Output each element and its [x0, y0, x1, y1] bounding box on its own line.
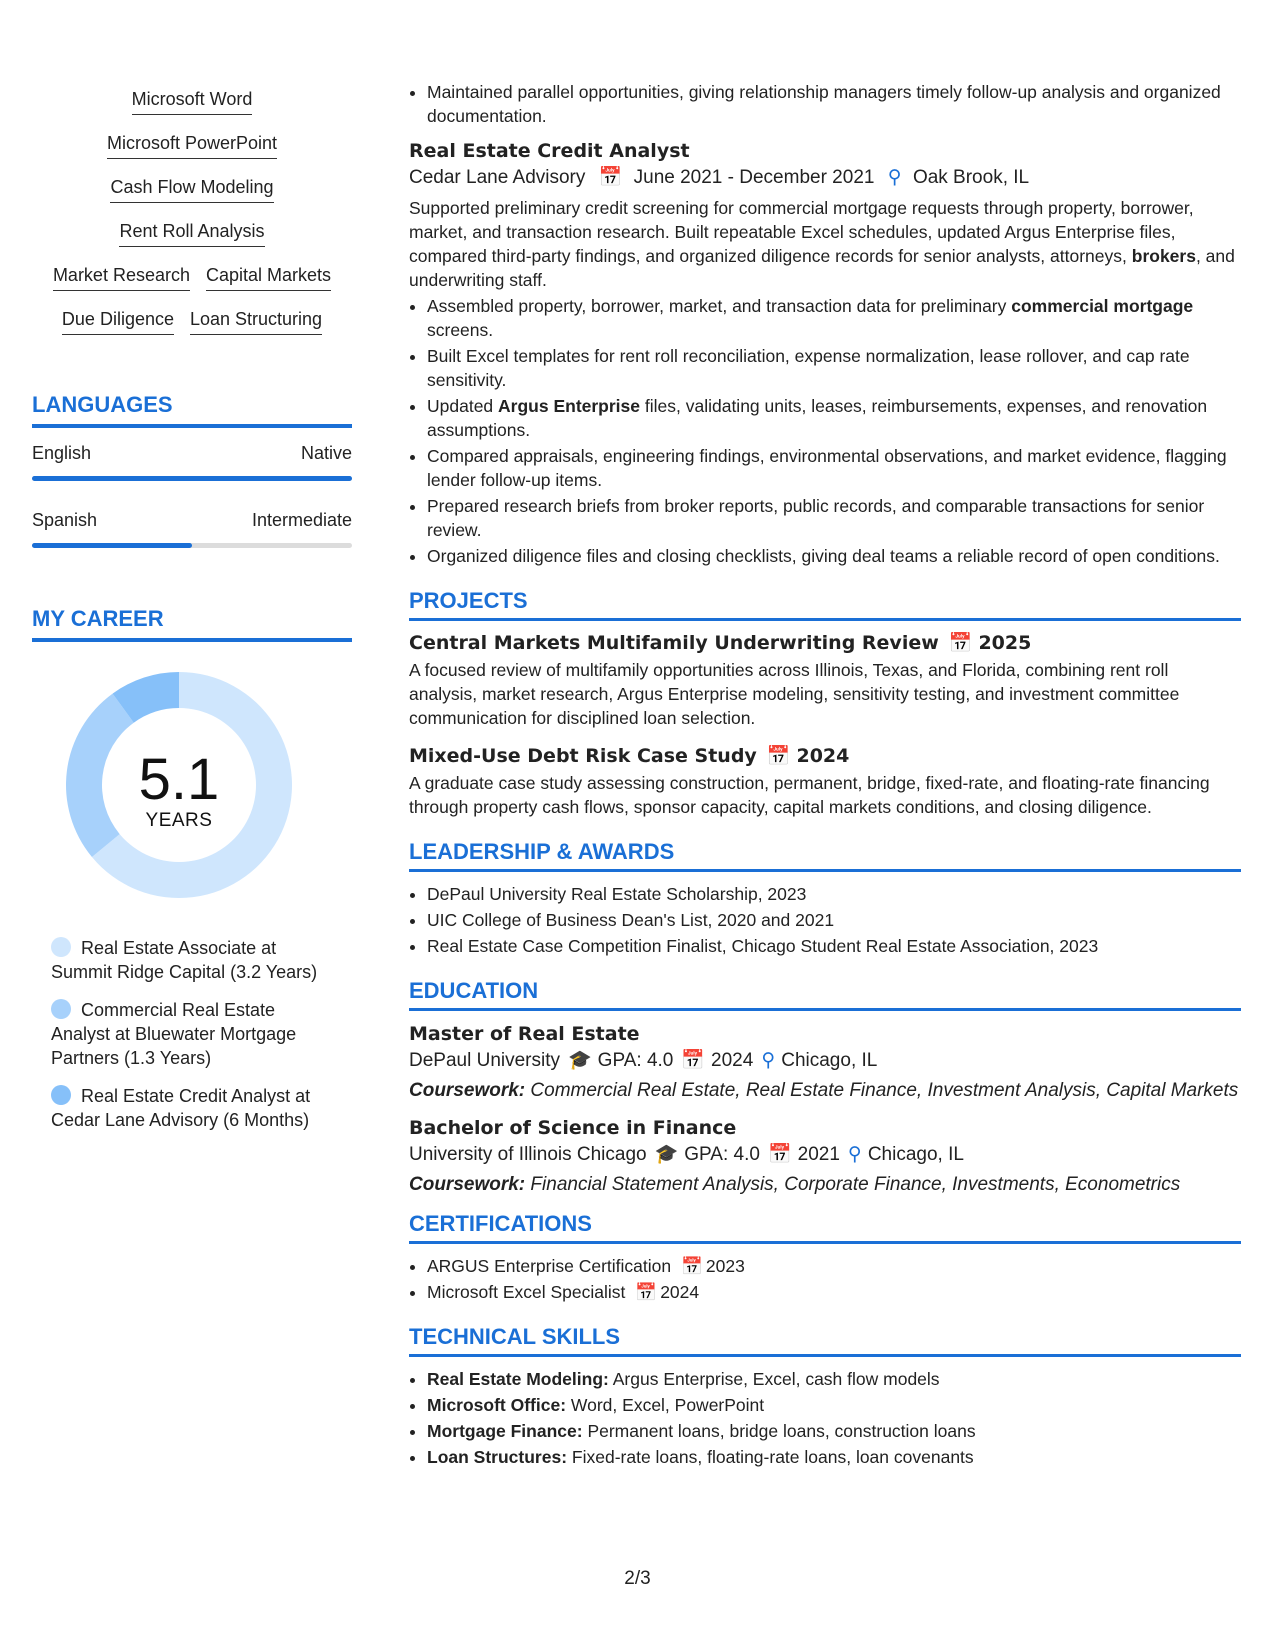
- skill-tag: Market Research: [53, 264, 190, 291]
- skill-tags: [32, 84, 352, 348]
- language-proficiency-fill: [32, 543, 192, 548]
- bullet-item: • Maintained parallel opportunities, giving relationship managers timely follow-up analysis and organized documentation.: [427, 80, 1241, 128]
- skill-tag: Loan Structuring: [190, 308, 322, 335]
- technical-skill-item: [427, 1419, 1241, 1443]
- coursework-label: Coursework:: [409, 1080, 526, 1101]
- career-legend-item: [51, 1084, 331, 1132]
- location-pin-icon: ⚲: [887, 167, 902, 188]
- coursework: [409, 1079, 1241, 1103]
- location-pin-icon: ⚲: [761, 1050, 776, 1071]
- project-year: 2024: [796, 745, 850, 767]
- award-item: • DePaul University Real Estate Scholarship, 2023: [427, 882, 1241, 906]
- certification-name: ARGUS Enterprise Certification: [427, 1256, 672, 1276]
- project-year: 2025: [978, 632, 1032, 654]
- language-proficiency-fill: [32, 476, 352, 481]
- language-name: English: [32, 443, 92, 463]
- job-bullet: • Built Excel templates for rent roll reconciliation, expense normalization, lease rollover, and cap rate sensitivity.: [427, 344, 1241, 392]
- technical-skill-item: [427, 1393, 1241, 1417]
- certifications-list: [409, 1254, 1241, 1304]
- gpa: GPA: 4.0: [597, 1050, 674, 1071]
- career-donut-chart: [32, 672, 352, 912]
- technical-skills-list: [409, 1367, 1241, 1469]
- gpa: GPA: 4.0: [684, 1144, 760, 1165]
- projects-list: [409, 631, 1241, 819]
- skill-tag: Microsoft Word: [132, 88, 253, 115]
- calendar-icon: 📅: [681, 1050, 706, 1071]
- calendar-icon: 📅: [635, 1282, 658, 1302]
- education-heading: EDUCATION: [409, 978, 1241, 1011]
- job-summary: Supported preliminary credit screening for commercial mortgage requests through property, borrower, market, and transaction research. Built repeatable Excel schedules, updated Argus Enterprise files, compared third-party findings, and organized diligence records for senior analysts, attorneys, brokers, and underwriting staff.: [409, 198, 1235, 290]
- certification-item: [427, 1254, 1241, 1278]
- school-location: Chicago, IL: [867, 1144, 964, 1165]
- project-title: [409, 744, 1241, 767]
- award-item: • Real Estate Case Competition Finalist, Chicago Student Real Estate Association, 2023: [427, 934, 1241, 958]
- graduation-year: 2021: [797, 1144, 840, 1165]
- legend-label: Real Estate Associate at Summit Ridge Capital (3.2 Years): [51, 938, 318, 982]
- technical-skill-label: Loan Structures:: [427, 1447, 568, 1467]
- calendar-icon: 📅: [681, 1256, 703, 1276]
- skill-tag: Rent Roll Analysis: [119, 220, 264, 247]
- school-name: University of Illinois Chicago: [409, 1144, 647, 1165]
- main-content: [409, 80, 1241, 1471]
- skill-tag: Microsoft PowerPoint: [107, 132, 277, 159]
- project-title: [409, 631, 1241, 654]
- legend-dot: [51, 1085, 71, 1105]
- career-legend-item: [51, 936, 331, 984]
- legend-dot: [51, 937, 71, 957]
- career-years-value: 5.1: [138, 747, 220, 812]
- certifications-heading: CERTIFICATIONS: [409, 1211, 1241, 1244]
- technical-skills-heading: TECHNICAL SKILLS: [409, 1324, 1241, 1357]
- page-number: 2/3: [624, 1568, 651, 1589]
- skill-tag: Cash Flow Modeling: [110, 176, 273, 203]
- career-donut-center: [66, 747, 292, 832]
- calendar-icon: 📅: [766, 745, 791, 767]
- education-list: [409, 1023, 1241, 1197]
- technical-skill-value: Word, Excel, PowerPoint: [570, 1395, 765, 1415]
- job-bullet: • Updated Argus Enterprise files, validating units, leases, reimbursements, expenses, and renovation assumptions.: [427, 394, 1241, 442]
- skill-row: [32, 304, 352, 348]
- job-bullet: • Compared appraisals, engineering findings, environmental observations, and market evidence, flagging lender follow-up items.: [427, 444, 1241, 492]
- job-title: Real Estate Credit Analyst: [409, 140, 690, 162]
- calendar-icon: 📅: [767, 1144, 792, 1165]
- job-dates: June 2021 - December 2021: [633, 167, 875, 188]
- legend-dot: [51, 999, 71, 1019]
- languages-list: [32, 442, 352, 548]
- skill-row: [32, 172, 352, 216]
- project-description: A graduate case study assessing construction, permanent, bridge, fixed-rate, and floating-rate financing through property cash flows, sponsor capacity, capital markets conditions, and closing diligence.: [409, 773, 1210, 817]
- coursework: [409, 1173, 1241, 1197]
- leadership-heading: LEADERSHIP & AWARDS: [409, 839, 1241, 872]
- education-meta: [409, 1141, 1241, 1169]
- technical-skill-value: Permanent loans, bridge loans, construction loans: [587, 1421, 976, 1441]
- graduation-cap-icon: 🎓: [654, 1144, 679, 1165]
- graduation-cap-icon: 🎓: [568, 1050, 592, 1071]
- technical-skill-label: Real Estate Modeling:: [427, 1369, 609, 1389]
- education-meta: [409, 1047, 1241, 1075]
- sidebar: [32, 84, 352, 1146]
- legend-label: Commercial Real Estate Analyst at Bluewater Mortgage Partners (1.3 Years): [51, 1000, 297, 1068]
- calendar-icon: 📅: [598, 167, 623, 188]
- school-location: Chicago, IL: [781, 1050, 878, 1071]
- certification-year: 2023: [705, 1256, 745, 1276]
- coursework-list: Financial Statement Analysis, Corporate Finance, Investments, Econometrics: [530, 1174, 1181, 1195]
- language-level: Intermediate: [251, 510, 352, 530]
- skill-row: [32, 128, 352, 172]
- certification-name: Microsoft Excel Specialist: [427, 1282, 626, 1302]
- job-meta: [409, 164, 1241, 192]
- location-pin-icon: ⚲: [847, 1144, 862, 1165]
- project-name: Central Markets Multifamily Underwriting Review: [409, 632, 939, 654]
- leadership-list: [409, 882, 1241, 958]
- language-row: [32, 509, 352, 531]
- language-row: [32, 442, 352, 464]
- language-level: Native: [300, 443, 352, 463]
- certification-year: 2024: [660, 1282, 700, 1302]
- technical-skill-item: [427, 1367, 1241, 1391]
- legend-label: Real Estate Credit Analyst at Cedar Lane Advisory (6 Months): [51, 1086, 311, 1130]
- calendar-icon: 📅: [948, 632, 973, 654]
- job-company: Cedar Lane Advisory: [409, 167, 586, 188]
- technical-skill-value: Fixed-rate loans, floating-rate loans, loan covenants: [571, 1447, 974, 1467]
- project-name: Mixed-Use Debt Risk Case Study: [409, 745, 757, 767]
- projects-heading: PROJECTS: [409, 588, 1241, 621]
- skill-row: [32, 260, 352, 304]
- technical-skill-label: Mortgage Finance:: [427, 1421, 583, 1441]
- languages-heading: LANGUAGES: [32, 392, 352, 428]
- technical-skill-label: Microsoft Office:: [427, 1395, 567, 1415]
- graduation-year: 2024: [711, 1050, 754, 1071]
- skill-tag: Due Diligence: [62, 308, 174, 335]
- degree-title: Master of Real Estate: [409, 1023, 640, 1045]
- skill-tag: Capital Markets: [206, 264, 331, 291]
- award-item: • UIC College of Business Dean's List, 2020 and 2021: [427, 908, 1241, 932]
- language-proficiency-bar: [32, 476, 352, 481]
- career-legend-item: [51, 998, 331, 1070]
- career-legend: [32, 936, 352, 1132]
- previous-job-bullets: [409, 80, 1241, 128]
- certification-item: [427, 1280, 1241, 1304]
- career-heading: MY CAREER: [32, 606, 352, 642]
- career-years-unit: YEARS: [145, 810, 213, 831]
- technical-skill-item: [427, 1445, 1241, 1469]
- technical-skill-value: Argus Enterprise, Excel, cash flow models: [612, 1369, 940, 1389]
- coursework-label: Coursework:: [409, 1174, 526, 1195]
- school-name: DePaul University: [409, 1050, 560, 1071]
- coursework-list: Commercial Real Estate, Real Estate Finance, Investment Analysis, Capital Markets: [530, 1080, 1239, 1101]
- language-name: Spanish: [32, 510, 98, 530]
- job-bullets: [409, 294, 1241, 568]
- job-location: Oak Brook, IL: [912, 167, 1030, 188]
- skill-row: [32, 216, 352, 260]
- project-description: A focused review of multifamily opportunities across Illinois, Texas, and Florida, combining rent roll analysis, market research, Argus Enterprise modeling, sensitivity testing, and investment committee communication for disciplined loan selection.: [409, 660, 1180, 728]
- job-bullet: • Assembled property, borrower, market, and transaction data for preliminary commercial mortgage screens.: [427, 294, 1241, 342]
- degree-title: Bachelor of Science in Finance: [409, 1117, 737, 1139]
- language-proficiency-bar: [32, 543, 352, 548]
- job-bullet: • Prepared research briefs from broker reports, public records, and comparable transactions for senior review.: [427, 494, 1241, 542]
- skill-row: [32, 84, 352, 128]
- job-bullet: • Organized diligence files and closing checklists, giving deal teams a reliable record of open conditions.: [427, 544, 1241, 568]
